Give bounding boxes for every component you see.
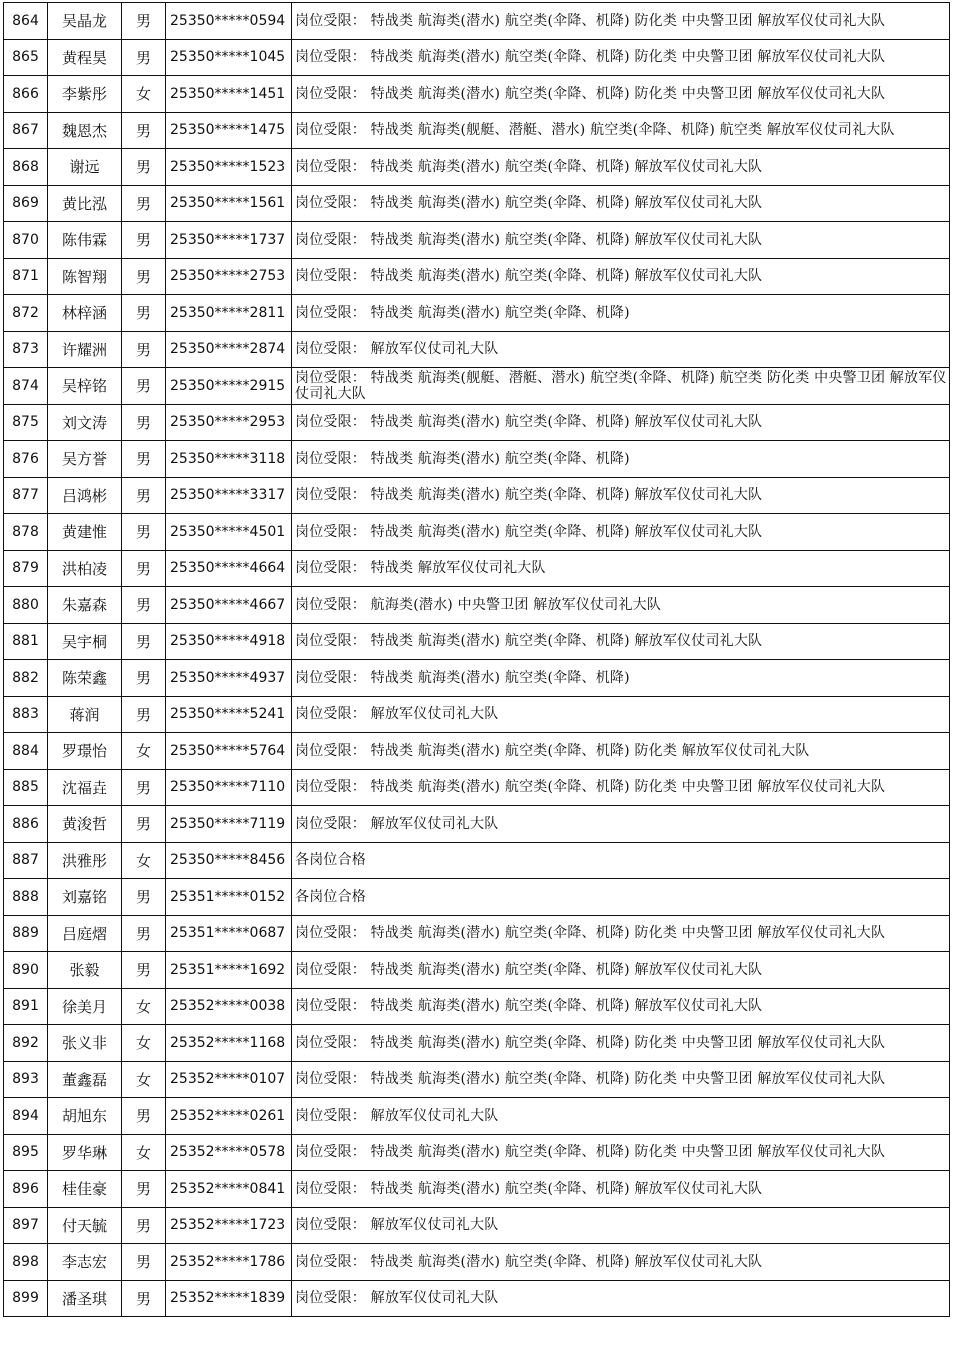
qualification-remark: 岗位受限： 特战类 航海类(潜水) 航空类(伞降、机降) xyxy=(292,660,950,697)
row-number: 878 xyxy=(4,514,48,551)
candidate-name: 刘文涛 xyxy=(48,404,122,441)
table-row xyxy=(4,404,950,441)
qualification-remark: 岗位受限： 解放军仪仗司礼大队 xyxy=(292,1280,950,1317)
candidate-name: 张义非 xyxy=(48,1025,122,1062)
table-row xyxy=(4,842,950,879)
candidate-gender: 女 xyxy=(122,76,166,113)
candidate-id: 25350*****7119 xyxy=(166,806,292,843)
row-number: 898 xyxy=(4,1244,48,1281)
table-row xyxy=(4,1061,950,1098)
candidate-name: 沈福垚 xyxy=(48,769,122,806)
table-row xyxy=(4,514,950,551)
table-row xyxy=(4,623,950,660)
candidate-gender: 男 xyxy=(122,1280,166,1317)
roster-table xyxy=(3,2,950,1317)
candidate-name: 吴晶龙 xyxy=(48,3,122,40)
row-number: 874 xyxy=(4,368,48,405)
candidate-name: 徐美月 xyxy=(48,988,122,1025)
table-row xyxy=(4,441,950,478)
candidate-id: 25350*****1523 xyxy=(166,149,292,186)
candidate-id: 25350*****4937 xyxy=(166,660,292,697)
candidate-id: 25350*****2753 xyxy=(166,258,292,295)
candidate-gender: 男 xyxy=(122,623,166,660)
candidate-name: 付天毓 xyxy=(48,1207,122,1244)
qualification-remark: 岗位受限： 特战类 航海类(潜水) 航空类(伞降、机降) 防化类 中央警卫团 解放军仪仗司礼大队 xyxy=(292,39,950,76)
candidate-name: 黄比泓 xyxy=(48,185,122,222)
table-row xyxy=(4,39,950,76)
row-number: 886 xyxy=(4,806,48,843)
candidate-gender: 女 xyxy=(122,1025,166,1062)
candidate-name: 蒋润 xyxy=(48,696,122,733)
row-number: 893 xyxy=(4,1061,48,1098)
candidate-name: 吴宇桐 xyxy=(48,623,122,660)
table-row xyxy=(4,915,950,952)
candidate-gender: 男 xyxy=(122,660,166,697)
table-row xyxy=(4,185,950,222)
qualification-remark: 岗位受限： 解放军仪仗司礼大队 xyxy=(292,696,950,733)
candidate-gender: 男 xyxy=(122,514,166,551)
qualification-remark: 岗位受限： 解放军仪仗司礼大队 xyxy=(292,331,950,368)
row-number: 896 xyxy=(4,1171,48,1208)
candidate-id: 25352*****1839 xyxy=(166,1280,292,1317)
table-row xyxy=(4,477,950,514)
candidate-name: 洪雅彤 xyxy=(48,842,122,879)
candidate-name: 洪柏凌 xyxy=(48,550,122,587)
candidate-id: 25350*****1561 xyxy=(166,185,292,222)
table-row xyxy=(4,550,950,587)
candidate-id: 25350*****4664 xyxy=(166,550,292,587)
qualification-remark: 岗位受限： 特战类 航海类(潜水) 航空类(伞降、机降) 防化类 中央警卫团 解放军仪仗司礼大队 xyxy=(292,1061,950,1098)
candidate-gender: 男 xyxy=(122,769,166,806)
row-number: 864 xyxy=(4,3,48,40)
qualification-remark: 岗位受限： 特战类 航海类(潜水) 航空类(伞降、机降) 防化类 中央警卫团 解放军仪仗司礼大队 xyxy=(292,1134,950,1171)
candidate-gender: 男 xyxy=(122,1171,166,1208)
row-number: 884 xyxy=(4,733,48,770)
row-number: 885 xyxy=(4,769,48,806)
candidate-gender: 男 xyxy=(122,185,166,222)
table-row xyxy=(4,587,950,624)
candidate-id: 25350*****2874 xyxy=(166,331,292,368)
table-row xyxy=(4,1207,950,1244)
qualification-remark: 岗位受限： 特战类 航海类(潜水) 航空类(伞降、机降) 解放军仪仗司礼大队 xyxy=(292,1244,950,1281)
qualification-remark: 岗位受限： 特战类 航海类(潜水) 航空类(伞降、机降) 防化类 解放军仪仗司礼大队 xyxy=(292,733,950,770)
table-row xyxy=(4,76,950,113)
qualification-remark: 岗位受限： 特战类 航海类(潜水) 航空类(伞降、机降) 解放军仪仗司礼大队 xyxy=(292,623,950,660)
table-row xyxy=(4,733,950,770)
qualification-remark: 岗位受限： 特战类 航海类(潜水) 航空类(伞降、机降) 解放军仪仗司礼大队 xyxy=(292,404,950,441)
qualification-remark: 岗位受限： 特战类 航海类(舰艇、潜艇、潜水) 航空类(伞降、机降) 航空类 防化类 中央警卫团 解放军仪仗司礼大队 xyxy=(292,368,950,405)
row-number: 882 xyxy=(4,660,48,697)
candidate-name: 黄程昊 xyxy=(48,39,122,76)
row-number: 866 xyxy=(4,76,48,113)
row-number: 899 xyxy=(4,1280,48,1317)
table-row xyxy=(4,660,950,697)
candidate-gender: 男 xyxy=(122,149,166,186)
candidate-id: 25352*****1723 xyxy=(166,1207,292,1244)
candidate-name: 陈智翔 xyxy=(48,258,122,295)
candidate-gender: 女 xyxy=(122,733,166,770)
table-row xyxy=(4,1244,950,1281)
row-number: 895 xyxy=(4,1134,48,1171)
candidate-id: 25350*****1451 xyxy=(166,76,292,113)
candidate-gender: 男 xyxy=(122,1244,166,1281)
qualification-remark: 岗位受限： 特战类 航海类(潜水) 航空类(伞降、机降) 防化类 中央警卫团 解放军仪仗司礼大队 xyxy=(292,1025,950,1062)
candidate-id: 25350*****4667 xyxy=(166,587,292,624)
candidate-gender: 男 xyxy=(122,1207,166,1244)
candidate-name: 陈伟霖 xyxy=(48,222,122,259)
qualification-remark: 岗位受限： 特战类 解放军仪仗司礼大队 xyxy=(292,550,950,587)
candidate-name: 吕庭熠 xyxy=(48,915,122,952)
candidate-id: 25351*****0687 xyxy=(166,915,292,952)
candidate-name: 黄浚哲 xyxy=(48,806,122,843)
candidate-id: 25350*****1475 xyxy=(166,112,292,149)
candidate-name: 李志宏 xyxy=(48,1244,122,1281)
qualification-remark: 岗位受限： 特战类 航海类(潜水) 航空类(伞降、机降) 防化类 中央警卫团 解放军仪仗司礼大队 xyxy=(292,3,950,40)
qualification-remark: 岗位受限： 特战类 航海类(潜水) 航空类(伞降、机降) 解放军仪仗司礼大队 xyxy=(292,514,950,551)
qualification-remark: 岗位受限： 特战类 航海类(潜水) 航空类(伞降、机降) 解放军仪仗司礼大队 xyxy=(292,185,950,222)
qualification-remark: 各岗位合格 xyxy=(292,879,950,916)
table-row xyxy=(4,149,950,186)
candidate-name: 吴梓铭 xyxy=(48,368,122,405)
candidate-gender: 男 xyxy=(122,477,166,514)
candidate-id: 25350*****4918 xyxy=(166,623,292,660)
row-number: 876 xyxy=(4,441,48,478)
qualification-remark: 岗位受限： 特战类 航海类(舰艇、潜艇、潜水) 航空类(伞降、机降) 航空类 解放军仪仗司礼大队 xyxy=(292,112,950,149)
qualification-remark: 岗位受限： 解放军仪仗司礼大队 xyxy=(292,806,950,843)
qualification-remark: 岗位受限： 解放军仪仗司礼大队 xyxy=(292,1207,950,1244)
row-number: 872 xyxy=(4,295,48,332)
table-row xyxy=(4,806,950,843)
qualification-remark: 岗位受限： 特战类 航海类(潜水) 航空类(伞降、机降) 解放军仪仗司礼大队 xyxy=(292,222,950,259)
table-row xyxy=(4,295,950,332)
candidate-name: 吴方誉 xyxy=(48,441,122,478)
candidate-gender: 男 xyxy=(122,331,166,368)
candidate-gender: 男 xyxy=(122,696,166,733)
candidate-gender: 男 xyxy=(122,550,166,587)
candidate-id: 25350*****1737 xyxy=(166,222,292,259)
row-number: 891 xyxy=(4,988,48,1025)
candidate-gender: 女 xyxy=(122,988,166,1025)
candidate-id: 25350*****5764 xyxy=(166,733,292,770)
candidate-name: 董鑫磊 xyxy=(48,1061,122,1098)
qualification-remark: 岗位受限： 航海类(潜水) 中央警卫团 解放军仪仗司礼大队 xyxy=(292,587,950,624)
row-number: 867 xyxy=(4,112,48,149)
candidate-id: 25350*****4501 xyxy=(166,514,292,551)
table-row xyxy=(4,1280,950,1317)
candidate-gender: 男 xyxy=(122,368,166,405)
candidate-name: 罗璟怡 xyxy=(48,733,122,770)
row-number: 865 xyxy=(4,39,48,76)
candidate-name: 潘圣琪 xyxy=(48,1280,122,1317)
candidate-gender: 女 xyxy=(122,1134,166,1171)
row-number: 887 xyxy=(4,842,48,879)
candidate-gender: 男 xyxy=(122,806,166,843)
row-number: 869 xyxy=(4,185,48,222)
candidate-gender: 男 xyxy=(122,952,166,989)
table-row xyxy=(4,696,950,733)
row-number: 897 xyxy=(4,1207,48,1244)
table-row xyxy=(4,952,950,989)
table-row xyxy=(4,258,950,295)
candidate-name: 魏恩杰 xyxy=(48,112,122,149)
candidate-gender: 男 xyxy=(122,1098,166,1135)
row-number: 881 xyxy=(4,623,48,660)
candidate-id: 25350*****3317 xyxy=(166,477,292,514)
qualification-remark: 岗位受限： 特战类 航海类(潜水) 航空类(伞降、机降) xyxy=(292,295,950,332)
candidate-gender: 男 xyxy=(122,295,166,332)
candidate-id: 25350*****0594 xyxy=(166,3,292,40)
candidate-name: 罗华琳 xyxy=(48,1134,122,1171)
candidate-id: 25352*****0038 xyxy=(166,988,292,1025)
candidate-gender: 女 xyxy=(122,1061,166,1098)
table-row xyxy=(4,769,950,806)
qualification-remark: 岗位受限： 特战类 航海类(潜水) 航空类(伞降、机降) 防化类 中央警卫团 解放军仪仗司礼大队 xyxy=(292,769,950,806)
candidate-id: 25350*****7110 xyxy=(166,769,292,806)
candidate-name: 刘嘉铭 xyxy=(48,879,122,916)
candidate-name: 林梓涵 xyxy=(48,295,122,332)
candidate-gender: 男 xyxy=(122,587,166,624)
qualification-remark: 岗位受限： 特战类 航海类(潜水) 航空类(伞降、机降) xyxy=(292,441,950,478)
table-row xyxy=(4,112,950,149)
candidate-name: 张毅 xyxy=(48,952,122,989)
table-row xyxy=(4,1025,950,1062)
table-row xyxy=(4,1098,950,1135)
candidate-id: 25351*****0152 xyxy=(166,879,292,916)
candidate-id: 25352*****0841 xyxy=(166,1171,292,1208)
qualification-remark: 岗位受限： 解放军仪仗司礼大队 xyxy=(292,1098,950,1135)
candidate-id: 25351*****1692 xyxy=(166,952,292,989)
candidate-gender: 女 xyxy=(122,842,166,879)
row-number: 868 xyxy=(4,149,48,186)
qualification-remark: 岗位受限： 特战类 航海类(潜水) 航空类(伞降、机降) 解放军仪仗司礼大队 xyxy=(292,149,950,186)
candidate-id: 25352*****0578 xyxy=(166,1134,292,1171)
candidate-id: 25350*****5241 xyxy=(166,696,292,733)
candidate-id: 25352*****1168 xyxy=(166,1025,292,1062)
candidate-name: 桂佳豪 xyxy=(48,1171,122,1208)
candidate-gender: 男 xyxy=(122,39,166,76)
roster-body xyxy=(4,3,950,1317)
candidate-gender: 男 xyxy=(122,879,166,916)
qualification-remark: 岗位受限： 特战类 航海类(潜水) 航空类(伞降、机降) 解放军仪仗司礼大队 xyxy=(292,258,950,295)
qualification-remark: 岗位受限： 特战类 航海类(潜水) 航空类(伞降、机降) 解放军仪仗司礼大队 xyxy=(292,952,950,989)
table-row xyxy=(4,988,950,1025)
row-number: 870 xyxy=(4,222,48,259)
qualification-remark: 岗位受限： 特战类 航海类(潜水) 航空类(伞降、机降) 防化类 中央警卫团 解放军仪仗司礼大队 xyxy=(292,915,950,952)
candidate-name: 朱嘉森 xyxy=(48,587,122,624)
candidate-id: 25352*****1786 xyxy=(166,1244,292,1281)
table-row xyxy=(4,331,950,368)
row-number: 894 xyxy=(4,1098,48,1135)
candidate-id: 25352*****0261 xyxy=(166,1098,292,1135)
candidate-gender: 男 xyxy=(122,258,166,295)
candidate-id: 25350*****8456 xyxy=(166,842,292,879)
candidate-gender: 男 xyxy=(122,441,166,478)
table-row xyxy=(4,368,950,405)
row-number: 877 xyxy=(4,477,48,514)
table-row xyxy=(4,222,950,259)
candidate-id: 25350*****2811 xyxy=(166,295,292,332)
row-number: 888 xyxy=(4,879,48,916)
candidate-gender: 男 xyxy=(122,915,166,952)
candidate-name: 黄建惟 xyxy=(48,514,122,551)
row-number: 875 xyxy=(4,404,48,441)
row-number: 889 xyxy=(4,915,48,952)
candidate-gender: 男 xyxy=(122,404,166,441)
row-number: 883 xyxy=(4,696,48,733)
row-number: 873 xyxy=(4,331,48,368)
candidate-gender: 男 xyxy=(122,3,166,40)
row-number: 892 xyxy=(4,1025,48,1062)
row-number: 879 xyxy=(4,550,48,587)
candidate-name: 谢远 xyxy=(48,149,122,186)
candidate-name: 吕鸿彬 xyxy=(48,477,122,514)
candidate-id: 25350*****2953 xyxy=(166,404,292,441)
candidate-name: 陈荣鑫 xyxy=(48,660,122,697)
candidate-name: 李紫彤 xyxy=(48,76,122,113)
candidate-gender: 男 xyxy=(122,112,166,149)
candidate-name: 胡旭东 xyxy=(48,1098,122,1135)
candidate-gender: 男 xyxy=(122,222,166,259)
candidate-id: 25352*****0107 xyxy=(166,1061,292,1098)
qualification-remark: 各岗位合格 xyxy=(292,842,950,879)
candidate-id: 25350*****2915 xyxy=(166,368,292,405)
candidate-id: 25350*****3118 xyxy=(166,441,292,478)
table-row xyxy=(4,879,950,916)
candidate-id: 25350*****1045 xyxy=(166,39,292,76)
table-row xyxy=(4,1134,950,1171)
row-number: 871 xyxy=(4,258,48,295)
qualification-remark: 岗位受限： 特战类 航海类(潜水) 航空类(伞降、机降) 防化类 中央警卫团 解放军仪仗司礼大队 xyxy=(292,76,950,113)
candidate-name: 许耀洲 xyxy=(48,331,122,368)
row-number: 880 xyxy=(4,587,48,624)
qualification-remark: 岗位受限： 特战类 航海类(潜水) 航空类(伞降、机降) 解放军仪仗司礼大队 xyxy=(292,1171,950,1208)
table-row xyxy=(4,1171,950,1208)
table-row xyxy=(4,3,950,40)
qualification-remark: 岗位受限： 特战类 航海类(潜水) 航空类(伞降、机降) 解放军仪仗司礼大队 xyxy=(292,477,950,514)
qualification-remark: 岗位受限： 特战类 航海类(潜水) 航空类(伞降、机降) 解放军仪仗司礼大队 xyxy=(292,988,950,1025)
row-number: 890 xyxy=(4,952,48,989)
